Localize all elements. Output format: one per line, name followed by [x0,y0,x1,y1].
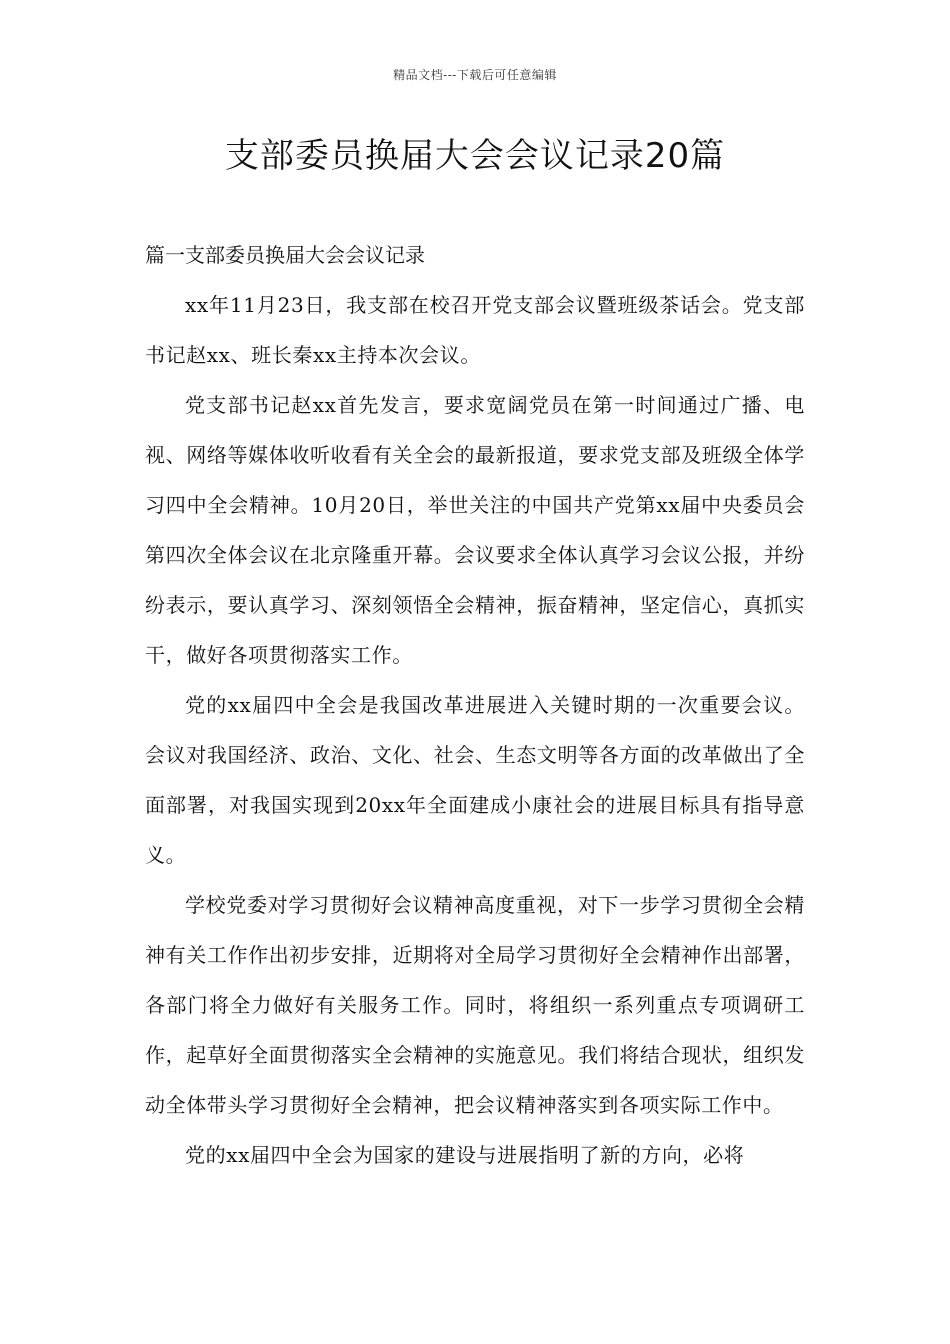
document-title: 支部委员换届大会会议记录20篇 [224,136,726,176]
paragraph: xx年11月23日，我支部在校召开党支部会议暨班级茶话会。党支部书记赵xx、班长秦xx主持本次会议。 [145,293,805,367]
paragraph: 党的xx届四中全会为国家的建设与进展指明了新的方向，必将 [185,1143,745,1167]
paragraph: 党的xx届四中全会是我国改革进展进入关键时期的一次重要会议。会议对我国经济、政治、文化、社会、生态文明等各方面的改革做出了全面部署，对我国实现到20xx年全面建成小康社会的进展目标具有指导意义。 [145,693,805,867]
section-heading: 篇一支部委员换届大会会议记录 [145,243,425,267]
paragraph: 学校党委对学习贯彻好会议精神高度重视，对下一步学习贯彻全会精神有关工作作出初步安排，近期将对全局学习贯彻好全会精神作出部署，各部门将全力做好有关服务工作。同时，将组织一系列重点专项调研工作，起草好全面贯彻落实全会精神的实施意见。我们将结合现状，组织发动全体带头学习贯彻好全会精神，把会议精神落实到各项实际工作中。 [145,893,805,1117]
header-note: 精品文档---下载后可任意编辑 [393,68,557,82]
document-body [145,230,805,1180]
paragraph: 党支部书记赵xx首先发言，要求宽阔党员在第一时间通过广播、电视、网络等媒体收听收看有关全会的最新报道，要求党支部及班级全体学习四中全会精神。10月20日，举世关注的中国共产党第xx届中央委员会第四次全体会议在北京隆重开幕。会议要求全体认真学习会议公报，并纷纷表示，要认真学习、深刻领悟全会精神，振奋精神，坚定信心，真抓实干，做好各项贯彻落实工作。 [145,393,805,667]
